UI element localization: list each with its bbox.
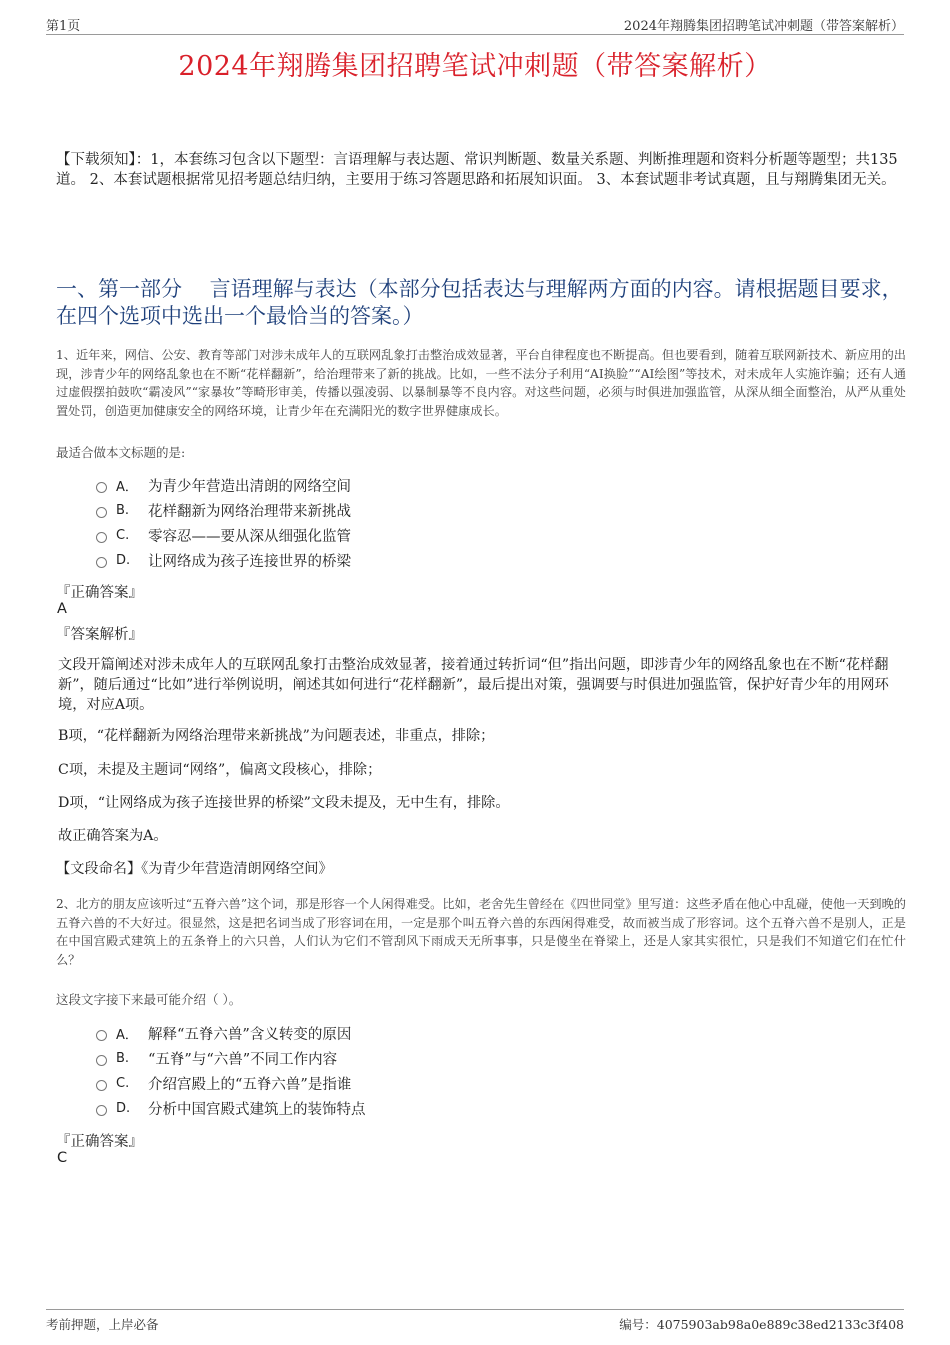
question-2-options bbox=[96, 1021, 366, 1121]
question-1-analysis-label: 『答案解析』 bbox=[56, 627, 143, 643]
radio-icon[interactable] bbox=[96, 507, 107, 518]
radio-icon[interactable] bbox=[96, 1055, 107, 1066]
question-2-option-c[interactable]: C. 介绍宫殿上的“五脊六兽”是指谁 bbox=[96, 1071, 366, 1096]
page-number: 第1页 bbox=[46, 19, 81, 34]
question-1-option-d[interactable]: D. 让网络成为孩子连接世界的桥梁 bbox=[96, 548, 351, 573]
page-header bbox=[46, 14, 904, 35]
radio-icon[interactable] bbox=[96, 1105, 107, 1116]
question-1-option-a[interactable]: A． 为青少年营造出清朗的网络空间 bbox=[96, 473, 351, 498]
question-1-option-c[interactable]: C. 零容忍——要从深从细强化监管 bbox=[96, 523, 351, 548]
question-2-answer: C bbox=[57, 1150, 68, 1166]
question-1-analysis-main: 文段开篇阐述对涉未成年人的互联网乱象打击整治成效显著，接着通过转折词“但”指出问题，即涉青少年的网络乱象也在不断“花样翻新”，随后通过“比如”进行举例说明，阐述其如何进行“花样翻新”，最后提出对策，强调要与时俱进加强监管，保护好青少年的用网环境，对应A项。 bbox=[58, 657, 889, 713]
question-1-naming: 【文段命名】《为青少年营造清朗网络空间》 bbox=[56, 861, 333, 877]
question-2-option-a[interactable]: A． 解释“五脊六兽”含义转变的原因 bbox=[96, 1021, 366, 1046]
radio-icon[interactable] bbox=[96, 557, 107, 568]
question-1-answer-label: 『正确答案』 bbox=[56, 585, 143, 601]
footer-slogan: 考前押题，上岸必备 bbox=[46, 1317, 159, 1332]
question-1-analysis-c: C项，未提及主题词“网络”，偏离文段核心，排除； bbox=[58, 762, 382, 778]
question-1-text: 1、近年来，网信、公安、教育等部门对涉未成年人的互联网乱象打击整治成效显著，平台自律程度也不断提高。但也要看到，随着互联网新技术、新应用的出现，涉青少年的网络乱象也在不断“花样翻新”，给治理带来了新的挑战。比如，一些不法分子利用“AI换脸”“AI绘图”等技术，对未成年人实施诈骗；还有人通过虚假摆拍鼓吹“霸凌风”“家暴妆”等畸形审美，传播以强凌弱、以暴制暴等不良内容。对这些问题，必须与时俱进加强监管，从深从细全面整治，从严从重处置处罚，创造更加健康安全的网络环境，让青少年在充满阳光的数字世界健康成长。 bbox=[56, 348, 906, 418]
section-heading: 一、第一部分 言语理解与表达（本部分包括表达与理解两方面的内容。请根据题目要求，在四个选项中选出一个最恰当的答案。） bbox=[56, 277, 903, 328]
footer-code: 编号：4075903ab98a0e889c38ed2133c3f408 bbox=[619, 1317, 904, 1332]
question-2-answer-label: 『正确答案』 bbox=[56, 1134, 143, 1150]
question-1-analysis-b: B项，“花样翻新为网络治理带来新挑战”为问题表述，非重点，排除； bbox=[58, 728, 495, 744]
radio-icon[interactable] bbox=[96, 1080, 107, 1091]
radio-icon[interactable] bbox=[96, 482, 107, 493]
question-2-text: 2、北方的朋友应该听过“五脊六兽”这个词，那是形容一个人闲得难受。比如，老舍先生曾经在《四世同堂》里写道：这些矛盾在他心中乱碰，使他一天到晚的五脊六兽的不大好过。很显然，这是把名词当成了形容词在用，一定是那个叫五脊六兽的东西闲得难受，故而被当成了形容词。这个五脊六兽不是别人，正是在中国宫殿式建筑上的五条脊上的六只兽，人们认为它们不管刮风下雨成天无所事事，只是傻坐在脊梁上，还是人家其实很忙，只是我们不知道它们在忙什么？ bbox=[56, 897, 906, 967]
radio-icon[interactable] bbox=[96, 1030, 107, 1041]
question-2-option-d[interactable]: D. 分析中国宫殿式建筑上的装饰特点 bbox=[96, 1096, 366, 1121]
page-footer bbox=[46, 1309, 904, 1334]
question-1-option-b[interactable]: B. 花样翻新为网络治理带来新挑战 bbox=[96, 498, 351, 523]
question-1-options bbox=[96, 473, 351, 573]
question-1-analysis-d: D项，“让网络成为孩子连接世界的桥梁”文段未提及，无中生有，排除。 bbox=[58, 795, 510, 811]
document-title: 2024年翔腾集团招聘笔试冲刺题（带答案解析） bbox=[178, 51, 772, 82]
question-1-conclusion: 故正确答案为A。 bbox=[58, 828, 168, 844]
download-notice: 【下载须知】：1，本套练习包含以下题型：言语理解与表达题、常识判断题、数量关系题、判断推理题和资料分析题等题型；共135道。 2、本套试题根据常见招考题总结归纳，主要用于练习答题思路和拓展知识面。 3、本套试题非考试真题，且与翔腾集团无关。 bbox=[56, 152, 898, 188]
question-2-option-b[interactable]: B. “五脊”与“六兽”不同工作内容 bbox=[96, 1046, 366, 1071]
question-1-prompt: 最适合做本文标题的是: bbox=[56, 445, 186, 460]
question-1-answer: A bbox=[57, 601, 67, 617]
header-doc-title: 2024年翔腾集团招聘笔试冲刺题（带答案解析） bbox=[623, 19, 904, 34]
question-2-prompt: 这段文字接下来最可能介绍（ ）。 bbox=[56, 992, 242, 1007]
radio-icon[interactable] bbox=[96, 532, 107, 543]
